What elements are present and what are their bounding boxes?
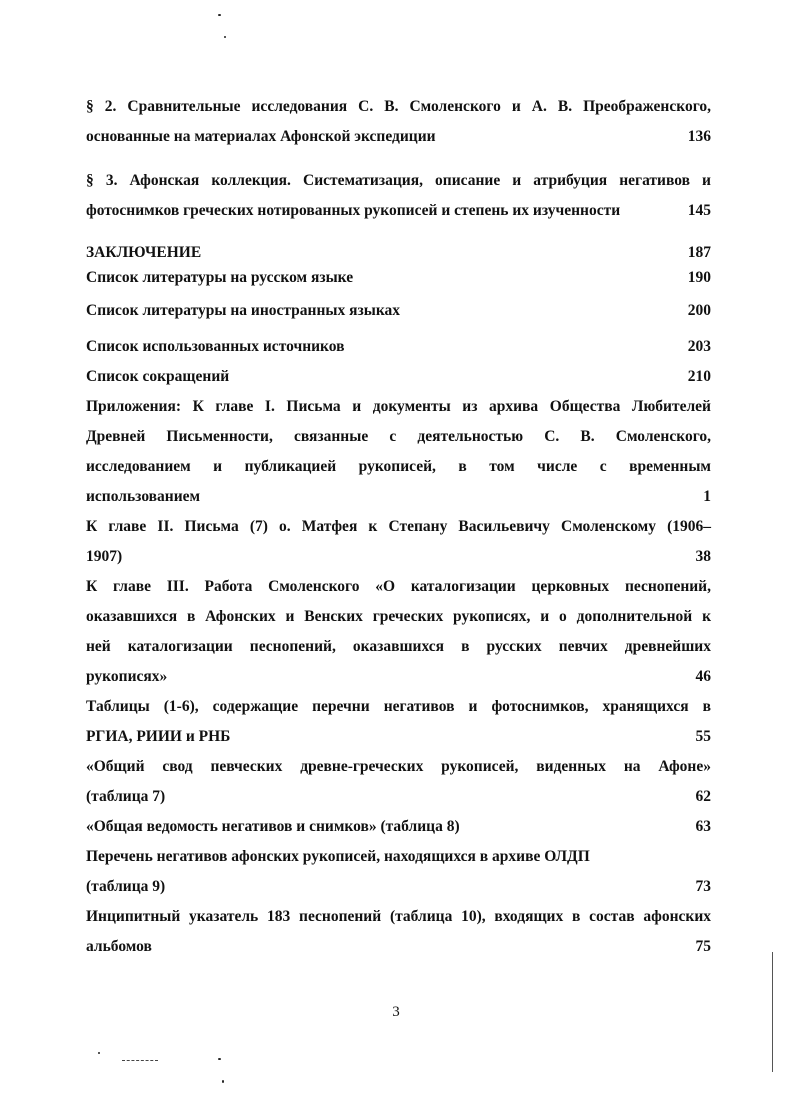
toc-entry-table-8: [86, 812, 711, 842]
toc-page-number: 187: [687, 244, 711, 261]
toc-page-number: 200: [687, 302, 711, 319]
toc-page-number: 136: [687, 128, 711, 145]
toc-entry-section-3: [86, 166, 711, 226]
page-number: 3: [392, 1004, 400, 1020]
toc-text: использованием: [86, 488, 201, 505]
toc-text: Таблицы (1-6), содержащие перечни негативов и фотоснимков, хранящихся в: [86, 698, 711, 715]
toc-entry-appendix-chapter-1: [86, 392, 711, 512]
toc-text: Список литературы на русском языке: [86, 269, 354, 286]
scan-speck: [98, 1052, 100, 1054]
toc-page-number: 62: [695, 788, 711, 805]
toc-entry-abbreviations: [86, 362, 711, 392]
toc-entry-section-2: [86, 92, 711, 152]
toc-entry-literature-foreign: [86, 296, 711, 326]
toc-text: К главе II. Письма (7) о. Матфея к Степану Васильевичу Смоленскому (1906–: [86, 518, 711, 535]
scan-artifact-line: [122, 1060, 158, 1062]
toc-text: (таблица 9): [86, 878, 166, 895]
toc-entry-table-10: [86, 902, 711, 962]
toc-page-number: 203: [687, 338, 711, 355]
toc-text: § 3. Афонская коллекция. Систематизация, описание и атрибуция негативов и: [86, 172, 711, 189]
toc-page-number: 1: [703, 488, 711, 505]
toc-text: § 2. Сравнительные исследования С. В. Смоленского и А. В. Преображенского,: [86, 98, 711, 115]
toc-entry-literature-russian: [86, 266, 711, 290]
toc-text: (таблица 7): [86, 788, 166, 805]
toc-text: Древней Письменности, связанные с деятельностью С. В. Смоленского,: [86, 428, 711, 445]
toc-page-number: 75: [695, 938, 711, 955]
toc-text: РГИА, РИИИ и РНБ: [86, 728, 231, 745]
toc-text: оказавшихся в Афонских и Венских греческих рукописях, и о дополнительной к: [86, 608, 711, 625]
toc-page-number: 73: [695, 878, 711, 895]
toc-page-number: 46: [695, 668, 711, 685]
toc-text: рукописях»: [86, 668, 168, 685]
toc-page-number: 63: [695, 818, 711, 835]
toc-text: Список сокращений: [86, 368, 230, 385]
toc-text: фотоснимков греческих нотированных рукописей и степень их изученности: [86, 202, 621, 219]
toc-entry-table-7: [86, 752, 711, 812]
scan-speck: [224, 36, 226, 38]
toc-text: «Общая ведомость негативов и снимков» (таблица 8): [86, 818, 460, 835]
toc-page-number: 145: [687, 202, 711, 219]
toc-page-number: 55: [695, 728, 711, 745]
toc-text: ней каталогизации песнопений, оказавшихся в русских певчих древнейших: [86, 638, 711, 655]
toc-entry-tables-1-6: [86, 692, 711, 752]
scan-edge-line: [772, 952, 773, 1072]
toc-text: Список литературы на иностранных языках: [86, 302, 401, 319]
scan-speck: [218, 14, 221, 16]
toc-entry-appendix-chapter-3: [86, 572, 711, 692]
toc-text: Приложения: К главе I. Письма и документы из архива Общества Любителей: [86, 398, 711, 415]
toc-text: исследованием и публикацией рукописей, в том числе с временным: [86, 458, 711, 475]
toc-text: К главе III. Работа Смоленского «О каталогизации церковных песнопений,: [86, 578, 711, 595]
toc-page-number: 210: [687, 368, 711, 385]
toc-entry-conclusion: [86, 240, 711, 266]
table-of-contents: [86, 92, 711, 962]
toc-text: «Общий свод певческих древне-греческих рукописей, виденных на Афоне»: [86, 758, 711, 775]
toc-text: основанные на материалах Афонской экспедиции: [86, 128, 436, 145]
toc-text: альбомов: [86, 938, 152, 955]
toc-page-number: 38: [695, 548, 711, 565]
toc-page-number: 190: [687, 269, 711, 286]
scan-speck: [218, 1058, 221, 1060]
toc-entry-table-9: [86, 842, 711, 902]
toc-text: ЗАКЛЮЧЕНИЕ: [86, 244, 202, 261]
toc-entry-sources: [86, 332, 711, 362]
scan-speck: [222, 1080, 224, 1083]
toc-text: Инципитный указатель 183 песнопений (таблица 10), входящих в состав афонских: [86, 908, 711, 925]
toc-text: Перечень негативов афонских рукописей, находящихся в архиве ОЛДП: [86, 848, 590, 865]
toc-text: Список использованных источников: [86, 338, 345, 355]
toc-entry-appendix-chapter-2: [86, 512, 711, 572]
toc-text: 1907): [86, 548, 123, 565]
